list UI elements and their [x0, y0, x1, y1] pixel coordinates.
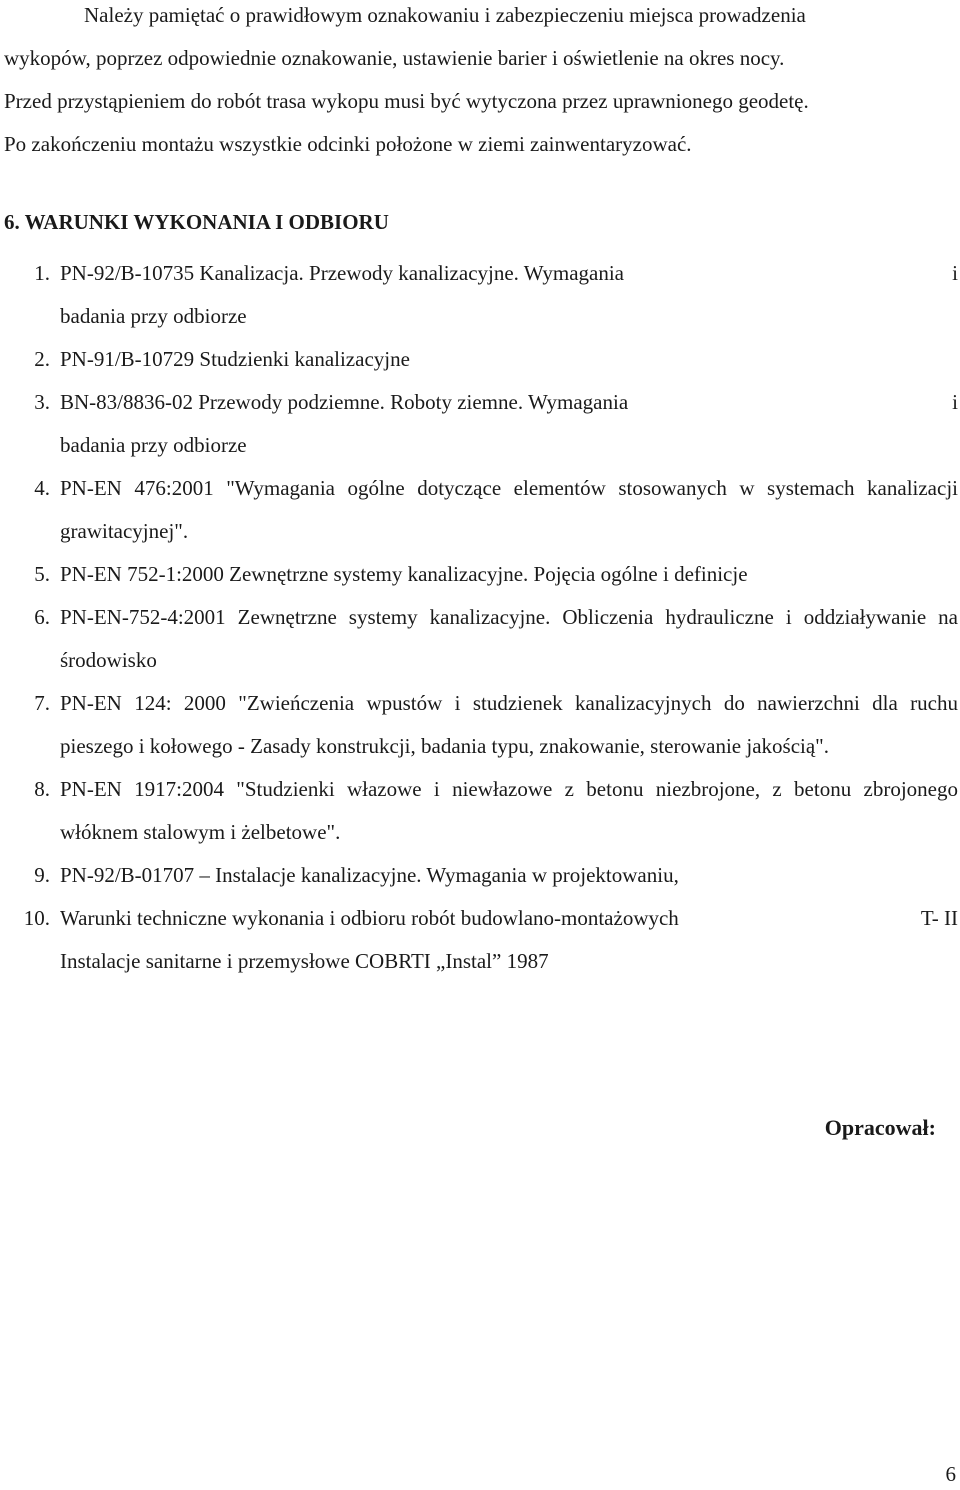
reference-number: 10.	[23, 906, 50, 930]
reference-text: PN-EN-752-4:2001 Zewnętrzne systemy kanalizacyjne. Obliczenia hydrauliczne i oddziaływanie na środowisko	[60, 605, 958, 672]
reference-number: 3.	[34, 390, 50, 414]
reference-item	[0, 381, 958, 467]
reference-number: 6.	[34, 605, 50, 629]
reference-line	[60, 252, 958, 295]
reference-number: 1.	[34, 261, 50, 285]
intro-line: wykopów, poprzez odpowiednie oznakowanie, ustawienie barier i oświetlenie na okres nocy.	[4, 46, 785, 70]
reference-line	[60, 381, 958, 424]
reference-number: 4.	[34, 476, 50, 500]
reference-item	[0, 897, 958, 983]
reference-text: PN-91/B-10729 Studzienki kanalizacyjne	[60, 347, 410, 371]
reference-number: 9.	[34, 863, 50, 887]
reference-item	[0, 768, 958, 854]
reference-text: BN-83/8836-02 Przewody podziemne. Roboty ziemne. Wymagania	[60, 390, 629, 414]
reference-text: PN-EN 752-1:2000 Zewnętrzne systemy kanalizacyjne. Pojęcia ogólne i definicje	[60, 562, 748, 586]
reference-text: Warunki techniczne wykonania i odbioru robót budowlano-montażowych	[60, 906, 679, 930]
reference-text-continued: Instalacje sanitarne i przemysłowe COBRTI „Instal” 1987	[60, 949, 549, 973]
section-heading: 6. WARUNKI WYKONANIA I ODBIORU	[4, 210, 389, 234]
intro-paragraph	[4, 0, 958, 166]
reference-item	[0, 553, 958, 596]
reference-item	[0, 854, 958, 897]
reference-number: 8.	[34, 777, 50, 801]
reference-number: 7.	[34, 691, 50, 715]
reference-item	[0, 252, 958, 338]
reference-item	[0, 338, 958, 381]
reference-item	[0, 596, 958, 682]
reference-text: PN-EN 1917:2004 "Studzienki włazowe i niewłazowe z betonu niezbrojone, z betonu zbrojonego włóknem stalowym i żelbetowe".	[60, 777, 958, 844]
signature-label: Opracował:	[824, 1115, 936, 1140]
reference-text-end: T- II	[920, 906, 958, 930]
reference-text-continued: badania przy odbiorze	[60, 433, 247, 457]
reference-item	[0, 682, 958, 768]
intro-line: Należy pamiętać o prawidłowym oznakowaniu i zabezpieczeniu miejsca prowadzenia	[84, 3, 806, 27]
reference-number: 5.	[34, 562, 50, 586]
reference-item	[0, 467, 958, 553]
reference-text: PN-EN 124: 2000 "Zwieńczenia wpustów i studzienek kanalizacyjnych do nawierzchni dla ruchu pieszego i kołowego - Zasady konstrukcji, badania typu, znakowanie, sterowanie jakością".	[60, 691, 958, 758]
references-list	[0, 252, 958, 983]
reference-number: 2.	[34, 347, 50, 371]
reference-text: PN-92/B-10735 Kanalizacja. Przewody kanalizacyjne. Wymagania	[60, 261, 624, 285]
reference-text-end: i	[952, 261, 958, 285]
reference-text-end: i	[952, 390, 958, 414]
page-number: 6	[945, 1462, 956, 1486]
reference-text-continued: badania przy odbiorze	[60, 304, 247, 328]
reference-text: PN-EN 476:2001 "Wymagania ogólne dotyczące elementów stosowanych w systemach kanalizacji grawitacyjnej".	[60, 476, 958, 543]
intro-line: Przed przystąpieniem do robót trasa wykopu musi być wytyczona przez uprawnionego geodetę.	[4, 89, 809, 113]
intro-line: Po zakończeniu montażu wszystkie odcinki położone w ziemi zainwentaryzować.	[4, 132, 692, 156]
reference-line	[60, 897, 958, 940]
reference-text: PN-92/B-01707 – Instalacje kanalizacyjne. Wymagania w projektowaniu,	[60, 863, 679, 887]
